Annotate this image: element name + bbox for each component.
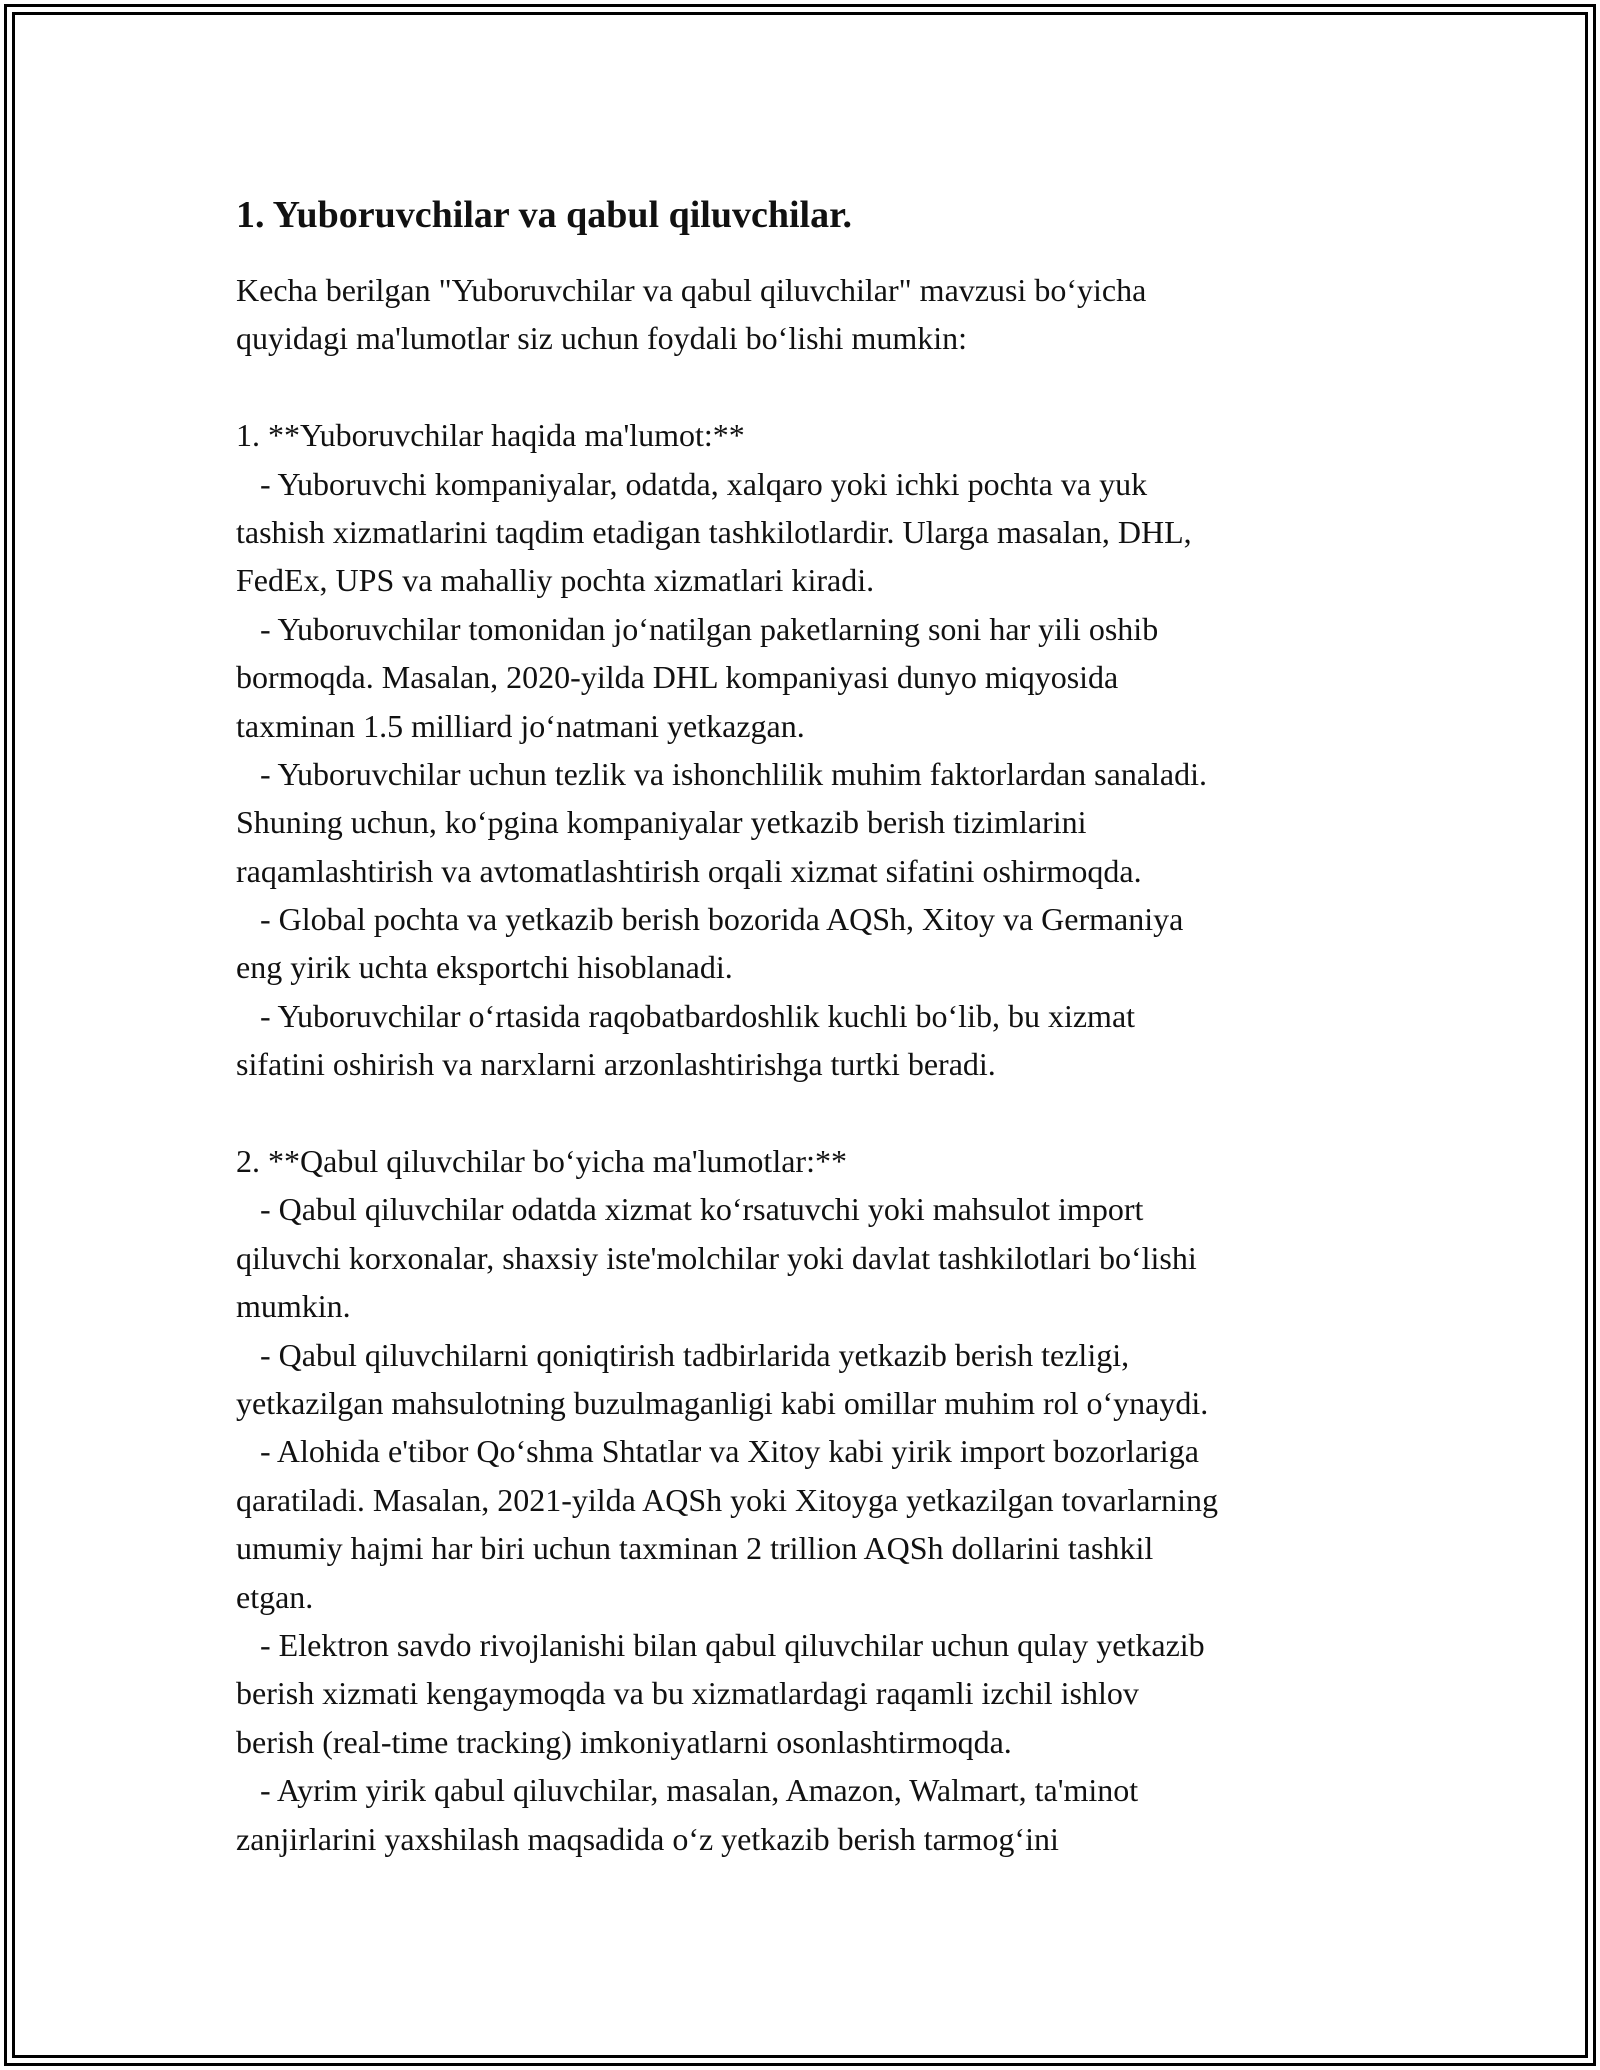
text-line: eng yirik uchta eksportchi hisoblanadi. [236,949,733,986]
text-line: - Elektron savdo rivojlanishi bilan qabul qiluvchilar uchun qulay yetkazib [236,1626,1205,1663]
document-body [236,186,1376,1863]
text-line: sifatini oshirish va narxlarni arzonlashtirishga turtki beradi. [236,1046,996,1083]
text-line: tashish xizmatlarini taqdim etadigan tashkilotlardir. Ularga masalan, DHL, [236,513,1192,550]
document-text [236,266,1376,1863]
text-line: mumkin. [236,1288,351,1325]
text-line: zanjirlarini yaxshilash maqsadida o‘z yetkazib berish tarmog‘ini [236,1820,1059,1857]
text-line: Kecha berilgan "Yuboruvchilar va qabul qiluvchilar" mavzusi bo‘yicha [236,272,1147,308]
text-line: taxminan 1.5 milliard jo‘natmani yetkazgan. [236,707,805,744]
text-line: berish (real-time tracking) imkoniyatlarni osonlashtirmoqda. [236,1723,1012,1760]
text-line: 2. **Qabul qiluvchilar bo‘yicha ma'lumotlar:** [236,1143,847,1180]
text-line: - Ayrim yirik qabul qiluvchilar, masalan, Amazon, Walmart, ta'minot [236,1772,1139,1809]
text-line: - Yuboruvchi kompaniyalar, odatda, xalqaro yoki ichki pochta va yuk [236,465,1148,502]
text-line: 1. **Yuboruvchilar haqida ma'lumot:** [236,417,745,454]
text-line: FedEx, UPS va mahalliy pochta xizmatlari kiradi. [236,562,875,599]
text-line: - Yuboruvchilar uchun tezlik va ishonchlilik muhim faktorlardan sanaladi. [236,755,1207,792]
text-line: berish xizmati kengaymoqda va bu xizmatlardagi raqamli izchil ishlov [236,1675,1139,1712]
blank-line [236,1089,1376,1137]
text-line: qaratiladi. Masalan, 2021-yilda AQSh yoki Xitoyga yetkazilgan tovarlarning [236,1481,1218,1518]
text-line: bormoqda. Masalan, 2020-yilda DHL kompaniyasi dunyo miqyosida [236,659,1119,696]
text-line: etgan. [236,1578,314,1615]
text-line: Shuning uchun, ko‘pgina kompaniyalar yetkazib berish tizimlarini [236,804,1087,841]
text-line: - Yuboruvchilar tomonidan jo‘natilgan paketlarning soni har yili oshib [236,610,1159,647]
text-line: - Alohida e'tibor Qo‘shma Shtatlar va Xitoy kabi yirik import bozorlariga [236,1433,1199,1470]
text-line: quyidagi ma'lumotlar siz uchun foydali bo‘lishi mumkin: [236,320,967,357]
text-line: - Qabul qiluvchilarni qoniqtirish tadbirlarida yetkazib berish tezligi, [236,1336,1130,1373]
text-line: - Qabul qiluvchilar odatda xizmat ko‘rsatuvchi yoki mahsulot import [236,1191,1144,1228]
text-line: - Global pochta va yetkazib berish bozorida AQSh, Xitoy va Germaniya [236,901,1184,938]
text-line: - Yuboruvchilar o‘rtasida raqobatbardoshlik kuchli bo‘lib, bu xizmat [236,997,1136,1034]
text-line: umumiy hajmi har biri uchun taxminan 2 trillion AQSh dollarini tashkil [236,1530,1154,1567]
text-line: raqamlashtirish va avtomatlashtirish orqali xizmat sifatini oshirmoqda. [236,852,1142,889]
text-line: qiluvchi korxonalar, shaxsiy iste'molchilar yoki davlat tashkilotlari bo‘lishi [236,1239,1197,1276]
document-title: 1. Yuboruvchilar va qabul qiluvchilar. [236,194,852,236]
blank-line [236,363,1376,411]
text-line: yetkazilgan mahsulotning buzulmaganligi kabi omillar muhim rol o‘ynaydi. [236,1384,1209,1421]
